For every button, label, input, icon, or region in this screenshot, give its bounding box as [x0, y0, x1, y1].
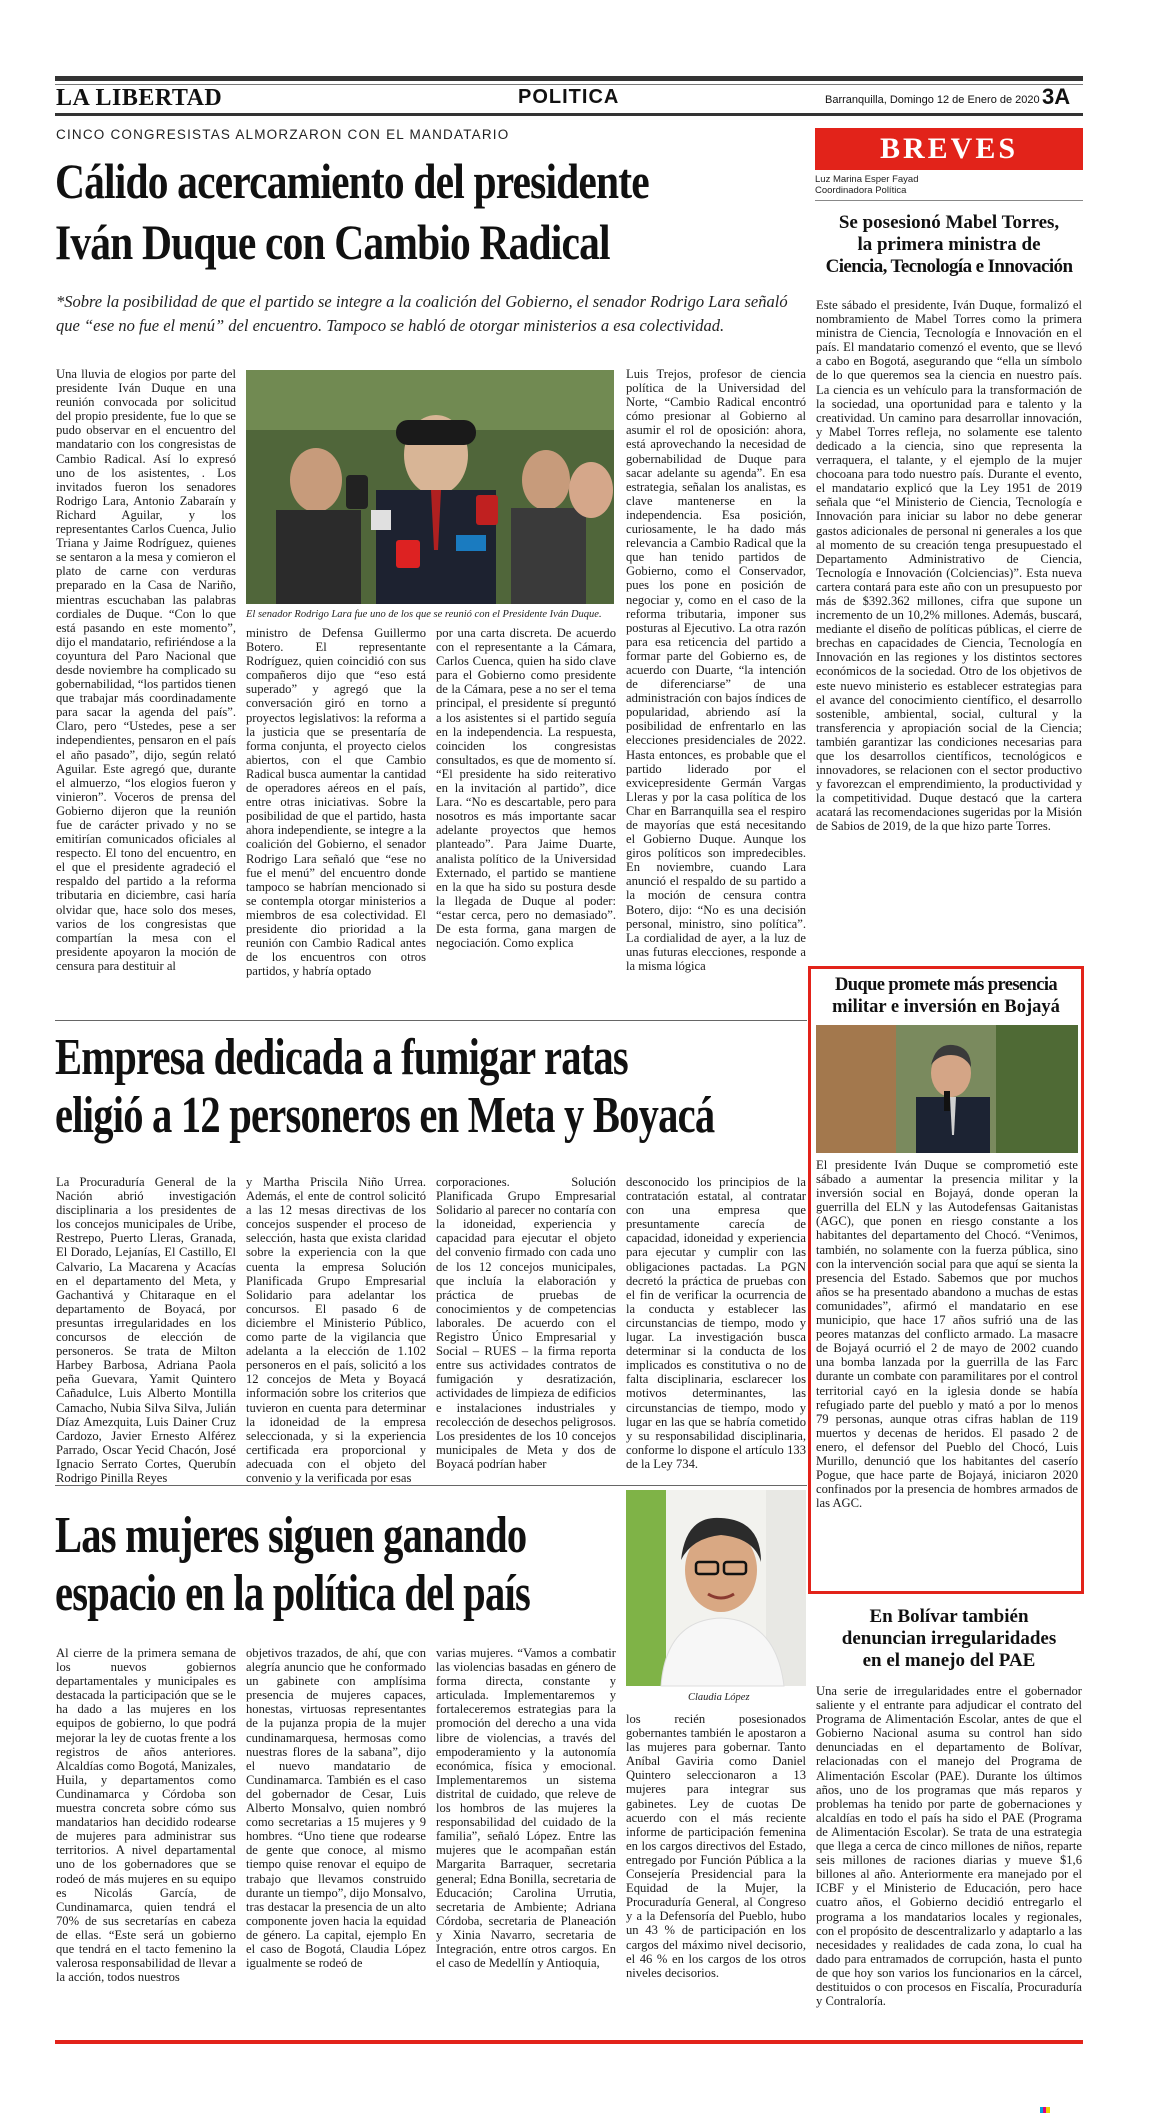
article2-column-2: y Martha Priscila Niño Urrea. Además, el ente de control solicitó a las 12 mesas directivas de los concejos suspender el proceso de selección, hasta que exista claridad sobre la experiencia con la que cuenta la empresa Solución Planificada Grupo Empresarial Solidario para adelantar los concursos. El pasado 6 de diciembre el Ministerio Público, como parte de la vigilancia que adelanta a la elección de 1.102 personeros en el país, solicitó a los 12 concejos de Meta y Boyacá información sobre los criterios que tuvieron en cuenta para determinar la idoneidad de la empresa seleccionada, y si la experiencia certificada era proporcional y adecuada con el objeto del convenio y la verificada por esas: [246, 1175, 426, 1485]
article3-column-1: Al cierre de la primera semana de los nuevos gobiernos departamentales y municipales es destacada la participación que se le ha dado a las mujeres en los equipos de gobierno, lo que podrá mejorar la ley de cuotas frente a los registros de años anteriores. Alcaldías como Bogotá, Manizales, Huila, y departamentos como Cundinamarca y Córdoba son muestra concreta sobre cómo sus mandatarios han decidido rodearse de mujeres para administrar sus territorios. A nivel departamental uno de los gobernadores que se rodeó de más mujeres en su equipo es Nicolás García, de Cundinamarca, quien tendrá el 70% de sus secretarías en cabeza de ellas. “Este será un gobierno que tendrá en el tacto femenino la valerosa responsabilidad de llevar a la acción, todos nuestros: [56, 1646, 236, 1985]
article1-column-3: por una carta discreta. De acuerdo con el representante a la Cámara, Carlos Cuenca, quien ha sido clave para el Gobierno como presidente de la Cámara, pese a no ser el tema principal, el presidente sí preguntó a los asistentes si el partido seguía en la independencia. La respuesta, coinciden los congresistas consultados, es que de momento sí. “El presidente ha sido reiterativo en la invitación al partido”, dice Lara. “No es descartable, pero para nosotros es más importante sacar adelante proyectos que hemos planteado”. Para Jaime Duarte, analista político de la Universidad Externado, el partido se mantiene en la que ha sido su postura desde la llegada de Duque al poder: “estar cerca, pero no demasiado”. De esta forma, gana margen de negociación. Como explica: [436, 626, 616, 951]
paper-name: LA LIBERTAD: [56, 85, 223, 111]
breves-author-role: Coordinadora Política: [815, 185, 907, 196]
breves-banner: [815, 128, 1083, 170]
article2-bottom-rule: [55, 1485, 807, 1486]
article1-bottom-rule: [55, 1020, 807, 1021]
press-scrum-illustration: [246, 370, 614, 604]
article3-headline-line1: Las mujeres siguen ganando: [55, 1507, 527, 1564]
brief1-headline-line1: Se posesionó Mabel Torres,: [838, 212, 1060, 233]
brief2-headline-line1: Duque promete más presencia: [834, 975, 1058, 995]
brief1-headline-line2: la primera ministra de: [857, 234, 1041, 255]
article1-column-1: Una lluvia de elogios por parte del presidente Iván Duque en una reunión convocada por solicitud del propio presidente, fue lo que se pudo observar en el encuentro del mandatario con los congresistas de Cambio Radical. Así lo expresó uno de los asistentes, . Los invitados fueron los senadores Rodrigo Lara, Antonio Zabaraín y Richard Aguilar, y los representantes Carlos Cuenca, Julio Triana y Jaime Rodríguez, quienes se sentaron a la mesa y comieron el plato de carne con verduras preparado en la Casa de Nariño, mientras escuchaban las palabras cordiales de Duque. “Con lo que está pasando en este momento”, dijo el mandatario, refiriéndose a la coyuntura del Paro Nacional que desde noviembre ha complicado su gobernabilidad, “los partidos tienen que trabajar más coordinadamente para sacar la agenda del país”. Claro, pero “Ustedes, pese a ser independientes, pensaron en el país el año pasado”, dijo, según relató Aguilar. Este agregó que, durante el almuerzo, “los elogios fueron y vinieron”. Voceros de prensa del Gobierno dijeron que la reunión fue de carácter privado y no se emitirían comunicados oficiales al respecto. El tono del encuentro, en el que el presidente agradeció el respaldo del partido a la reforma tributaria en diciembre, casi haría olvidar que, hace solo dos meses, varios de los congresistas que compartían la mesa con el presidente apoyaron la moción de censura para destituir al: [56, 367, 236, 973]
brief1-headline-line3: Ciencia, Tecnología e Innovación: [825, 256, 1073, 277]
article3-column-3: varias mujeres. “Vamos a combatir las violencias basadas en género de forma directa, constante y articulada. Implementaremos y fortaleceremos estrategias para la promoción del derecho a una vida libre de violencias, a través del empoderamiento y la autonomía económica, física y emocional. Implementaremos un sistema distrital de cuidado, que releve de los hombros de las mujeres la responsabilidad del cuidado de la familia”, señaló López. Entre las mujeres que le acompañan están Margarita Barraquer, secretaria general; Edna Bonilla, secretaria de Educación; Carolina Urrutia, secretaria de Ambiente; Adriana Córdoba, secretaria de Planeación y Xinia Navarro, secretaria de Integración, entre otros cargos. En el caso de Medellín y Antioquia,: [436, 1646, 616, 1971]
brief3-body: Una serie de irregularidades entre el gobernador saliente y el entrante para adjudicar el contrato del Programa de Alimentación Escolar, antes de que el Gobierno Nacional asuma su control han sido denunciadas en el departamento de Bolívar, relacionadas con el manejo del Programa de Alimentación Escolar (PAE). Durante los últimos años, uno de los programas que más reparos y problemas ha tenido por parte de gobernaciones y alcaldías en todo el país ha sido el PAE (Programa de Alimentación Escolar). Se trata de una estrategia que llega a cerca de cinco millones de niños, reparte seis millones de raciones diarias y mueve $1,6 billones al año. Anteriormente era manejado por el ICBF y el Ministerio de Educación, pero hace cuatro años, el Gobierno decidió entregarlo el programa a los mandatarios locales y regionales, con el propósito de descentralizarlo y adaptarlo a las necesidades y realidades de cada zona, lo cual ha dado para entramados de corrupción, hasta el punto de que hoy son varios los funcionarios en la cárcel, destituidos o con procesos en Fiscalía, Procuraduría y Contraloría.: [816, 1684, 1082, 2009]
article2-column-1: La Procuraduría General de la Nación abrió investigación disciplinaria a los presidentes de los concejos municipales de Uribe, Restrepo, Puerto Lleras, Granada, El Dorado, Lejanías, El Castillo, El Calvario, La Macarena y Acacías en el departamento del Meta, y Gachantivá y Chitaraque en el departamento de Boyacá, por presuntas irregularidades en los concursos de elección de personeros. Se trata de Milton Harbey Barbosa, Adriana Paola peña Guevara, Yamit Quintero Cañadulce, Luis Alberto Montilla Camacho, Nubia Silva Silva, Julián Díaz Amezquita, Luis Dainer Cruz Cardozo, Javier Ernesto Alférez Parrado, Oscar Yecid Chacón, José Ignacio Serrato Cortes, Querubín Rodrigo Pinilla Reyes: [56, 1175, 236, 1485]
registration-mark: [1040, 2098, 1050, 2104]
article1-kicker: CINCO CONGRESISTAS ALMORZARON CON EL MANDATARIO: [56, 127, 510, 142]
article2-column-4: desconocido los principios de la contratación estatal, al contratar con una empresa que presuntamente carecía de capacidad, idoneidad y experiencia para ejecutar y cumplir con las obligaciones pactadas. La PGN decretó la práctica de pruebas con el fin de verificar la ocurrencia de la conducta y establecer las circunstancias de tiempo, modo y lugar. La investigación busca determinar si la conducta de los implicados es constitutiva o no de falta disciplinaria, esclarecer los motivos determinantes, las circunstancias de tiempo, modo y lugar en las que se habría cometido y su responsabilidad disciplinaria, conforme lo dispone el artículo 133 de la Ley 734.: [626, 1175, 806, 1471]
article3-photo-claudia-lopez: [626, 1490, 806, 1686]
breves-author-rule: [815, 200, 1083, 201]
article2-headline-line2: eligió a 12 personeros en Meta y Boyacá: [55, 1087, 715, 1144]
brief3-headline-line3: en el manejo del PAE: [862, 1650, 1036, 1671]
article1-deck: *Sobre la posibilidad de que el partido se integre a la coalición del Gobierno, el senador Rodrigo Lara señaló que “ese no fue el menú” del encuentro. Tampoco se habló de otorgar ministerios a esa colectividad.: [56, 292, 788, 335]
section-name: POLITICA: [518, 86, 620, 108]
bottom-red-rule: [55, 2040, 1083, 2044]
article3-column-4: los recién posesionados gobernantes también le apostaron a las mujeres para gobernar. Tanto Aníbal Gaviria como Daniel Quintero seleccionaron a 13 mujeres para integrar sus gabinetes. Ley de cuotas De acuerdo con el más reciente informe de participación femenina en los cargos directivos del Estado, entregado por Función Pública a la Consejería Presidencial para la Equidad de la Mujer, la Procuraduría General, al Congreso y a la Defensoría del Pueblo, hubo un 43 % de participación en los cargos del máximo nivel decisorio, el 46 % en los cargos de los otros niveles decisorios.: [626, 1712, 806, 1980]
brief2-body: El presidente Iván Duque se comprometió este sábado a aumentar la presencia militar y la inversión social en Bojayá, donde operan la guerrilla del ELN y las Autodefensas Gaitanistas (AGC), que ponen en riesgo constante a los habitantes del departamento del Chocó. “Venimos, también, no solamente con la fuerza pública, sino con la intervención social para que aquí se sienta la presencia del Estado. Sabemos que por muchos años se ha presentado abandono a muchas de estas comunidades”, afirmó el mandatario en ese municipio, que hace 17 años sufrió una de las peores matanzas del conflicto armado. La masacre de Bojayá ocurrió el 2 de mayo de 2002 cuando una bomba lanzada por la guerrilla de las Farc durante un combate con paramilitares por el control territorial cayó en la iglesia donde se había refugiado parte del pueblo y mató a por lo menos 79 personas, aunque otras cifras hablan de 119 muertos y decenas de heridos. El pasado 2 de enero, el defensor del Pueblo del Chocó, Luis Murillo, denunció que los habitantes del caserío Pogue, que hace parte de Bojayá, iniciaron 2020 confinados por la presencia de hombres armados de las AGC.: [816, 1158, 1078, 1511]
brief2-headline-line2: militar e inversión en Bojayá: [832, 997, 1060, 1017]
article3-headline-line2: espacio en la política del país: [55, 1565, 530, 1622]
page-number: 3A: [1042, 84, 1071, 109]
brief3-headline-line2: denuncian irregularidades: [841, 1628, 1057, 1649]
brief2-photo-duque: [816, 1025, 1078, 1153]
breves-author: Luz Marina Esper Fayad: [815, 174, 919, 185]
article3-column-2: objetivos trazados, de ahí, que con alegría anuncio que he conformado un gabinete con amplísima presencia de mujeres capaces, honestas, virtuosas representantes de la pujanza propia de la mujer cundinamarquesa, hermosas como nuestras flores de la sabana”, dijo el nuevo mandatario de Cundinamarca. También es el caso del gobernador de Cesar, Luis Alberto Monsalvo, quien nombró como secretarias a 15 mujeres y 9 hombres. “Uno tiene que rodearse de gente que conoce, al mismo tiempo quise renovar el equipo de trabajo que llevamos construido durante un tiempo”, dijo Monsalvo, tras destacar la presencia de un alto componente joven hacia la equidad de género. La capital, ejemplo En el caso de Bogotá, Claudia López igualmente se rodeó de: [246, 1646, 426, 1971]
article1-headline-line1: Cálido acercamiento del presidente: [55, 153, 649, 209]
article3-photo-caption: Claudia López: [688, 1692, 750, 1703]
portrait-illustration: [626, 1490, 806, 1686]
dateline: Barranquilla, Domingo 12 de Enero de 2020: [825, 94, 1040, 106]
breves-label: BREVES: [879, 132, 1019, 165]
article1-headline-line2: Iván Duque con Cambio Radical: [55, 214, 610, 270]
brief1-body: Este sábado el presidente, Iván Duque, formalizó el nombramiento de Mabel Torres como la primera ministra de Ciencia, Tecnología e Innovación en el país. El mandatario comenzó el evento, que se llevó a cabo en Bogotá, asegurando que “ella un símbolo de lo que queremos sea la ciencia en nuestro país. La ciencia es un vehículo para la transformación de la sociedad, una oportunidad para e talento y la creatividad. Un camino para desarrollar innovación, y Mabel Torres refleja, no solamente ese talento dedicado a la ciencia, sino que representa la verraquera, el talante, y el ejemplo de la mujer chocoana para todo nuestro país. Durante el evento, el mandatario explicó que la Ley 1951 de 2019 señala que “el Ministerio de Ciencia, Tecnología e Innovación para iniciar su labor no debe generar gastos adicionales de personal ni generales a los que al momento de su creación tenga presupuestado el Departamento Administrativo de Ciencia, Tecnología e Innovación (Colciencias)”. Esta nueva cartera contará para este año con un presupuesto por más de $392.362 millones, cifra que supone un incremento de un 10,2% millones. Además, buscará, mediante el diseño de políticas públicas, el cierre de brechas en capacidades de Ciencia, Tecnología en Innovación en las regiones y los distintos sectores económicos de la sociedad. Otro de los objetivos de este nuevo ministerio es establecer estrategias para el avance del conocimiento científico, el desarrollo sostenible, ambiental, social, cultural y la transferencia y apropiación social de la Ciencia; también garantizar las condiciones necesarias para que los desarrollos científicos, tecnológicos e innovadores, se relacionen con el sector productivo y favorezcan el emprendimiento, la productividad y la competitividad. Duque destacó que la cartera acatará las recomendaciones sugeridas por la Misión de Sabios de 2019, de la que hizo parte Torres.: [816, 298, 1082, 834]
article2-column-3: corporaciones. Solución Planificada Grupo Empresarial Solidario al parecer no contaría con la idoneidad, experiencia y capacidad para ejecutar el objeto del convenio firmado con cada uno de los 12 concejos municipales, que incluía la elaboración y práctica de pruebas de conocimientos y de competencias laborales. De acuerdo con el Registro Único Empresarial y Social – RUES – la firma reporta entre sus actividades contratos de fumigación y desratización, actividades de limpieza de edificios e instalaciones industriales y recolección de desechos peligrosos. Los presidentes de los 10 concejos municipales de Meta y dos de Boyacá podrían haber: [436, 1175, 616, 1471]
article2-headline-line1: Empresa dedicada a fumigar ratas: [55, 1029, 628, 1086]
article1-column-2: ministro de Defensa Guillermo Botero. El representante Rodríguez, quien coincidió con sus compañeros dijo que “eso está superado” y agregó que la conversación giró en torno a proyectos legislativos: la reforma a la justicia que se presentaría de forma conjunta, el proyecto cielos abiertos, con el que Cambio Radical busca aumentar la cantidad de operadores aéreos en el país, entre otras iniciativas. Sobre la posibilidad de que el partido, hasta ahora independiente, se integre a la coalición del Gobierno, el senador Rodrigo Lara señaló que “ese no fue el menú” del encuentro donde tampoco se habrían mencionado si se contempla otorgar ministerios a miembros de esa colectividad. El presidente dio prioridad a la reunión con Cambio Radical antes de los encuentros con otros partidos, y habría optado: [246, 626, 426, 979]
article1-photo: [246, 370, 614, 604]
brief3-headline-line1: En Bolívar también: [869, 1606, 1029, 1627]
article1-column-4: Luis Trejos, profesor de ciencia política de la Universidad del Norte, “Cambio Radical encontró cómo presionar al Gobierno al asumir el rol de oposición: ahora, está aprovechando la necesidad de gobernabilidad de Duque para sacar adelante su agenda”. En esa estrategia, señalan los analistas, es clave mantenerse en la independencia. Esa posición, curiosamente, le ha dado más relevancia a Cambio Radical que la que han tenido partidos de Gobierno, como el Conservador, pues los pone en posición de negociar y, como en el caso de la reforma tributaria, imponer sus posturas al Ejecutivo. La otra razón para esa reticencia del partido a formar parte del Gobierno es, de acuerdo con Duarte, “la intención de diferenciarse” de una administración con bajos índices de popularidad, abriendo así la posibilidad de enfrentarlo en las elecciones presidenciales de 2022. Hasta entonces, es probable que el partido liderado por el exvicepresidente Germán Vargas Lleras y por la casa política de los Char en Barranquilla sea el respiro de mayorías que está necesitando el Gobierno Duque. Aunque los giros políticos son impredecibles. En noviembre, cuando Lara anunció el respaldo de su partido a la moción de censura contra Botero, dijo: “No es una decisión personal, ministro, sino política”. La cordialidad de ayer, a la luz de unas futuras elecciones, responde a la misma lógica: [626, 367, 806, 973]
article1-photo-caption: El senador Rodrigo Lara fue uno de los que se reunió con el Presidente Iván Duque.: [246, 609, 602, 620]
top-rule-thick: [55, 76, 1083, 81]
duque-podium-illustration: [816, 1025, 1078, 1153]
masthead-bottom-rule: [55, 113, 1083, 116]
